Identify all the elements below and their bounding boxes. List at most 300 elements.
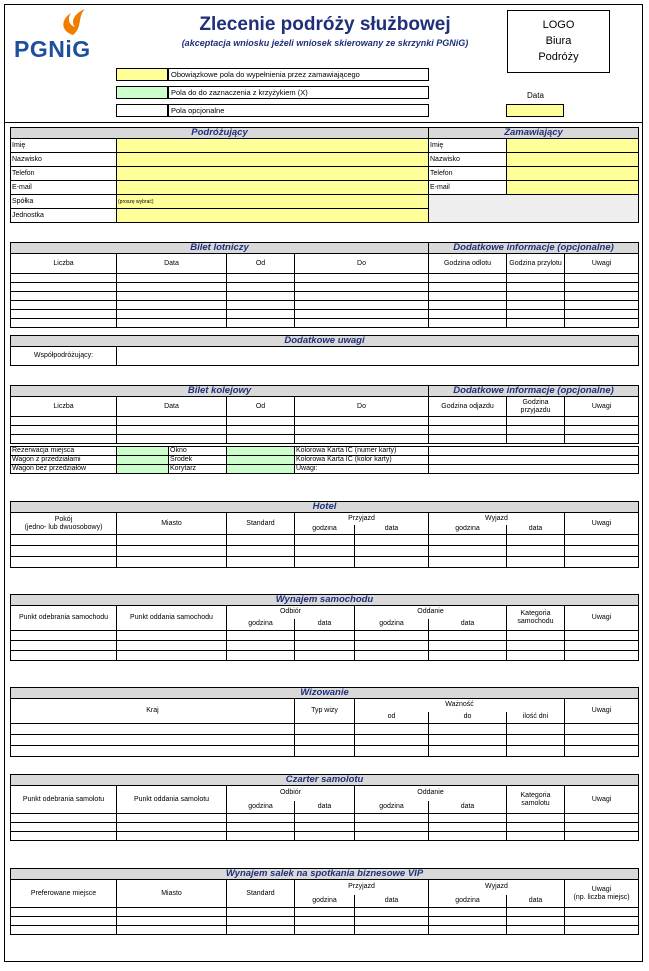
column-header: Uwagi bbox=[565, 786, 639, 814]
ic-card-number-field[interactable] bbox=[429, 447, 639, 456]
table-cell[interactable] bbox=[227, 426, 295, 435]
table-cell[interactable] bbox=[11, 310, 117, 319]
column-header: godzina bbox=[227, 801, 295, 814]
table-cell[interactable] bbox=[429, 814, 507, 823]
table-cell[interactable] bbox=[295, 735, 355, 746]
legend-mandatory-label: Obowiązkowe pola do wypełnienia przez zamawiającego bbox=[168, 68, 429, 81]
table-cell[interactable] bbox=[117, 301, 227, 310]
orderer-last-name-field[interactable] bbox=[507, 153, 639, 167]
remarks-heading: Dodatkowe uwagi bbox=[11, 336, 639, 347]
table-cell[interactable] bbox=[11, 535, 117, 546]
table-cell[interactable] bbox=[117, 651, 227, 661]
table-cell[interactable] bbox=[117, 631, 227, 641]
table-cell[interactable] bbox=[117, 319, 227, 328]
table-cell[interactable] bbox=[295, 631, 355, 641]
train-remarks-field[interactable] bbox=[429, 465, 639, 474]
traveler-company-select[interactable]: (proszę wybrać) bbox=[117, 195, 429, 209]
table-cell[interactable] bbox=[227, 917, 295, 926]
table-cell[interactable] bbox=[227, 814, 295, 823]
table-cell[interactable] bbox=[565, 292, 639, 301]
table-cell[interactable] bbox=[507, 926, 565, 935]
visa-table bbox=[10, 687, 639, 757]
agency-logo-box bbox=[507, 10, 610, 73]
table-cell[interactable] bbox=[295, 546, 355, 557]
column-header: Godzina przylotu bbox=[507, 254, 565, 274]
page-subtitle: (akceptacja wniosku jeżeli wniosek skierowany ze skrzynki PGNiG) bbox=[181, 38, 469, 48]
hotel-heading: Hotel bbox=[11, 502, 639, 513]
traveler-unit-field[interactable] bbox=[117, 209, 429, 223]
table-cell[interactable] bbox=[11, 546, 117, 557]
column-header: Punkt odebrania samochodu bbox=[11, 606, 117, 631]
vip-rows bbox=[11, 908, 639, 935]
table-cell[interactable] bbox=[11, 641, 117, 651]
table-cell[interactable] bbox=[295, 292, 429, 301]
table-cell[interactable] bbox=[117, 557, 227, 568]
table-cell[interactable] bbox=[507, 435, 565, 444]
table-cell[interactable] bbox=[227, 417, 295, 426]
table-cell[interactable] bbox=[429, 735, 507, 746]
train-option-label: Uwagi: bbox=[295, 465, 429, 474]
table-cell[interactable] bbox=[565, 310, 639, 319]
table-row bbox=[11, 274, 639, 283]
table-cell[interactable] bbox=[117, 832, 227, 841]
table-cell[interactable] bbox=[295, 535, 355, 546]
train-option-label: Rezerwacja miejsca bbox=[11, 447, 117, 456]
table-cell[interactable] bbox=[295, 283, 429, 292]
column-header: data bbox=[507, 525, 565, 535]
table-cell[interactable] bbox=[117, 926, 227, 935]
table-cell[interactable] bbox=[507, 917, 565, 926]
table-cell[interactable] bbox=[507, 417, 565, 426]
date-field[interactable] bbox=[506, 104, 564, 117]
column-header: od bbox=[355, 712, 429, 724]
table-cell[interactable] bbox=[11, 735, 295, 746]
table-row bbox=[11, 546, 639, 557]
table-cell[interactable] bbox=[295, 426, 429, 435]
table-cell[interactable] bbox=[507, 823, 565, 832]
pgnig-flame-icon bbox=[55, 7, 91, 37]
orderer-label: E-mail bbox=[429, 181, 507, 195]
table-cell[interactable] bbox=[11, 651, 117, 661]
table-cell[interactable] bbox=[227, 832, 295, 841]
column-header: Przyjazd bbox=[295, 513, 429, 525]
traveler-orderer-table bbox=[10, 127, 639, 223]
table-cell[interactable] bbox=[507, 641, 565, 651]
legend-optional-swatch bbox=[116, 104, 168, 117]
table-cell[interactable] bbox=[227, 283, 295, 292]
orderer-heading: Zamawiający bbox=[429, 128, 639, 139]
train-option-label: Kolorowa Karta IC (kolor karty) bbox=[295, 456, 429, 465]
table-cell[interactable] bbox=[565, 814, 639, 823]
column-header: godzina bbox=[227, 619, 295, 631]
column-header: Punkt oddania samochodu bbox=[117, 606, 227, 631]
table-cell[interactable] bbox=[11, 417, 117, 426]
table-row bbox=[11, 310, 639, 319]
table-cell[interactable] bbox=[117, 435, 227, 444]
table-cell[interactable] bbox=[429, 832, 507, 841]
table-cell[interactable] bbox=[11, 274, 117, 283]
table-cell[interactable] bbox=[429, 641, 507, 651]
table-cell[interactable] bbox=[429, 283, 507, 292]
table-cell[interactable] bbox=[295, 641, 355, 651]
column-header: godzina bbox=[295, 895, 355, 908]
table-cell[interactable] bbox=[11, 823, 117, 832]
table-cell[interactable] bbox=[227, 319, 295, 328]
column-header: Wyjazd bbox=[429, 880, 565, 895]
table-cell[interactable] bbox=[565, 724, 639, 735]
seat-reservation-checkbox[interactable] bbox=[117, 447, 169, 456]
traveler-label: Jednostka bbox=[11, 209, 117, 223]
column-header: Standard bbox=[227, 880, 295, 908]
page-title: Zlecenie podróży służbowej bbox=[199, 14, 451, 35]
table-cell[interactable] bbox=[227, 274, 295, 283]
table-cell[interactable] bbox=[507, 557, 565, 568]
table-cell[interactable] bbox=[429, 435, 507, 444]
table-cell[interactable] bbox=[355, 651, 429, 661]
table-cell[interactable] bbox=[429, 724, 507, 735]
table-row bbox=[11, 724, 639, 735]
co-travelers-field[interactable] bbox=[117, 347, 639, 366]
column-header: Odbiór bbox=[227, 786, 355, 801]
table-cell[interactable] bbox=[295, 310, 429, 319]
table-cell[interactable] bbox=[11, 917, 117, 926]
column-header: Godzina przyjazdu bbox=[507, 397, 565, 417]
table-cell[interactable] bbox=[429, 917, 507, 926]
table-cell[interactable] bbox=[295, 832, 355, 841]
orderer-first-name-field[interactable] bbox=[507, 139, 639, 153]
table-cell[interactable] bbox=[429, 823, 507, 832]
table-cell[interactable] bbox=[565, 283, 639, 292]
train-option-label: Korytarz bbox=[169, 465, 227, 474]
table-cell[interactable] bbox=[429, 546, 507, 557]
train-option-label: Środek bbox=[169, 456, 227, 465]
table-cell[interactable] bbox=[429, 746, 507, 757]
table-cell[interactable] bbox=[355, 641, 429, 651]
traveler-label: Imię bbox=[11, 139, 117, 153]
charter-heading: Czarter samolotu bbox=[11, 775, 639, 786]
table-cell[interactable] bbox=[117, 417, 227, 426]
aisle-checkbox[interactable] bbox=[227, 465, 295, 474]
table-cell[interactable] bbox=[507, 746, 565, 757]
table-cell[interactable] bbox=[227, 310, 295, 319]
table-cell[interactable] bbox=[295, 319, 429, 328]
train-option-label: Wagon bez przedziałów bbox=[11, 465, 117, 474]
table-cell[interactable] bbox=[507, 535, 565, 546]
table-cell[interactable] bbox=[565, 908, 639, 917]
column-header: data bbox=[355, 895, 429, 908]
column-header: Data bbox=[117, 254, 227, 274]
column-header: Wyjazd bbox=[429, 513, 565, 525]
column-header: Oddanie bbox=[355, 786, 507, 801]
table-cell[interactable] bbox=[117, 535, 227, 546]
table-cell[interactable] bbox=[429, 926, 507, 935]
table-cell[interactable] bbox=[295, 724, 355, 735]
table-cell[interactable] bbox=[507, 301, 565, 310]
table-cell[interactable] bbox=[295, 926, 355, 935]
table-cell[interactable] bbox=[117, 292, 227, 301]
table-cell[interactable] bbox=[507, 274, 565, 283]
table-cell[interactable] bbox=[507, 426, 565, 435]
table-cell[interactable] bbox=[429, 292, 507, 301]
table-cell[interactable] bbox=[565, 274, 639, 283]
table-cell[interactable] bbox=[227, 651, 295, 661]
table-cell[interactable] bbox=[507, 735, 565, 746]
table-cell[interactable] bbox=[429, 274, 507, 283]
middle-checkbox[interactable] bbox=[227, 456, 295, 465]
table-cell[interactable] bbox=[11, 292, 117, 301]
orderer-email-field[interactable] bbox=[507, 181, 639, 195]
open-car-checkbox[interactable] bbox=[117, 465, 169, 474]
table-cell[interactable] bbox=[295, 557, 355, 568]
table-cell[interactable] bbox=[507, 814, 565, 823]
table-cell[interactable] bbox=[117, 310, 227, 319]
traveler-email-field[interactable] bbox=[117, 181, 429, 195]
table-cell[interactable] bbox=[11, 631, 117, 641]
room-label: Pokój bbox=[54, 515, 73, 523]
table-cell[interactable] bbox=[429, 651, 507, 661]
table-cell[interactable] bbox=[355, 926, 429, 935]
table-cell[interactable] bbox=[227, 435, 295, 444]
table-row bbox=[11, 735, 639, 746]
train-extra-heading: Dodatkowe informacje (opcjonalne) bbox=[429, 386, 639, 397]
column-header: Typ wizy bbox=[295, 699, 355, 724]
table-cell[interactable] bbox=[429, 557, 507, 568]
traveler-first-name-field[interactable] bbox=[117, 139, 429, 153]
column-header: Przyjazd bbox=[295, 880, 429, 895]
column-header: Uwagi bbox=[565, 397, 639, 417]
hotel-rows bbox=[11, 535, 639, 568]
table-row bbox=[11, 832, 639, 841]
table-row bbox=[11, 908, 639, 917]
table-cell[interactable] bbox=[565, 417, 639, 426]
column-header: Punkt oddania samolotu bbox=[117, 786, 227, 814]
table-cell[interactable] bbox=[295, 814, 355, 823]
table-cell[interactable] bbox=[355, 631, 429, 641]
car-table bbox=[10, 594, 639, 661]
table-cell[interactable] bbox=[355, 823, 429, 832]
train-option-label: Okno bbox=[169, 447, 227, 456]
column-header: data bbox=[295, 801, 355, 814]
column-header: data bbox=[429, 619, 507, 631]
traveler-label: Telefon bbox=[11, 167, 117, 181]
table-cell[interactable] bbox=[227, 908, 295, 917]
table-cell[interactable] bbox=[507, 283, 565, 292]
table-cell[interactable] bbox=[11, 283, 117, 292]
table-cell[interactable] bbox=[355, 535, 429, 546]
column-header: Ważność bbox=[355, 699, 565, 712]
table-cell[interactable] bbox=[507, 908, 565, 917]
column-header: Preferowane miejsce bbox=[11, 880, 117, 908]
table-cell[interactable] bbox=[11, 301, 117, 310]
column-header: Liczba bbox=[11, 254, 117, 274]
table-cell[interactable] bbox=[11, 426, 117, 435]
table-row bbox=[11, 283, 639, 292]
remarks-sub-label: (np. liczba miejsc) bbox=[573, 893, 630, 901]
column-header: Kategoria samolotu bbox=[507, 786, 565, 814]
table-cell[interactable] bbox=[227, 631, 295, 641]
table-cell[interactable] bbox=[11, 908, 117, 917]
table-cell[interactable] bbox=[355, 735, 429, 746]
table-cell[interactable] bbox=[11, 746, 295, 757]
column-header: data bbox=[355, 525, 429, 535]
column-header bbox=[565, 880, 639, 908]
table-cell[interactable] bbox=[429, 310, 507, 319]
remarks-label: Uwagi bbox=[591, 885, 612, 893]
table-row bbox=[11, 557, 639, 568]
column-header: Miasto bbox=[117, 880, 227, 908]
table-cell[interactable] bbox=[565, 319, 639, 328]
table-cell[interactable] bbox=[227, 292, 295, 301]
table-cell[interactable] bbox=[507, 651, 565, 661]
table-cell[interactable] bbox=[295, 908, 355, 917]
table-cell[interactable] bbox=[429, 301, 507, 310]
table-cell[interactable] bbox=[429, 908, 507, 917]
column-header: Miasto bbox=[117, 513, 227, 535]
traveler-last-name-field[interactable] bbox=[117, 153, 429, 167]
table-cell[interactable] bbox=[565, 917, 639, 926]
table-cell[interactable] bbox=[11, 926, 117, 935]
table-cell[interactable] bbox=[507, 631, 565, 641]
traveler-label: Spółka bbox=[11, 195, 117, 209]
table-cell[interactable] bbox=[565, 641, 639, 651]
agency-logo-line: LOGO bbox=[542, 19, 575, 31]
table-cell[interactable] bbox=[295, 274, 429, 283]
table-cell[interactable] bbox=[565, 435, 639, 444]
table-cell[interactable] bbox=[117, 546, 227, 557]
table-cell[interactable] bbox=[117, 908, 227, 917]
table-cell[interactable] bbox=[227, 557, 295, 568]
table-cell[interactable] bbox=[565, 823, 639, 832]
table-cell[interactable] bbox=[11, 814, 117, 823]
table-cell[interactable] bbox=[565, 926, 639, 935]
table-cell[interactable] bbox=[507, 292, 565, 301]
table-cell[interactable] bbox=[507, 724, 565, 735]
table-cell[interactable] bbox=[11, 319, 117, 328]
orderer-label: Telefon bbox=[429, 167, 507, 181]
legend-checkbox-label: Pola do do zaznaczenia z krzyżykiem (X) bbox=[168, 86, 429, 99]
column-header: Data bbox=[117, 397, 227, 417]
table-cell[interactable] bbox=[295, 823, 355, 832]
table-cell[interactable] bbox=[227, 823, 295, 832]
orderer-phone-field[interactable] bbox=[507, 167, 639, 181]
visa-rows bbox=[11, 724, 639, 757]
visa-heading: Wizowanie bbox=[11, 688, 639, 699]
table-cell[interactable] bbox=[565, 631, 639, 641]
table-cell[interactable] bbox=[295, 917, 355, 926]
table-cell[interactable] bbox=[117, 426, 227, 435]
table-cell[interactable] bbox=[507, 319, 565, 328]
compartment-car-checkbox[interactable] bbox=[117, 456, 169, 465]
column-header: do bbox=[429, 712, 507, 724]
table-cell[interactable] bbox=[429, 426, 507, 435]
table-row bbox=[11, 535, 639, 546]
column-header: Kategoria samochodu bbox=[507, 606, 565, 631]
column-header: Godzina odjazdu bbox=[429, 397, 507, 417]
remarks-table bbox=[10, 335, 639, 366]
table-cell[interactable] bbox=[565, 546, 639, 557]
table-cell[interactable] bbox=[507, 310, 565, 319]
charter-table bbox=[10, 774, 639, 841]
table-cell[interactable] bbox=[355, 557, 429, 568]
table-cell[interactable] bbox=[429, 319, 507, 328]
column-header: Uwagi bbox=[565, 254, 639, 274]
table-cell[interactable] bbox=[355, 917, 429, 926]
table-cell[interactable] bbox=[565, 535, 639, 546]
table-cell[interactable] bbox=[227, 926, 295, 935]
table-cell[interactable] bbox=[565, 735, 639, 746]
table-cell[interactable] bbox=[11, 832, 117, 841]
column-header: data bbox=[507, 895, 565, 908]
table-cell[interactable] bbox=[295, 417, 429, 426]
column-header: godzina bbox=[295, 525, 355, 535]
flight-heading: Bilet lotniczy bbox=[11, 243, 429, 254]
table-cell[interactable] bbox=[11, 435, 117, 444]
window-checkbox[interactable] bbox=[227, 447, 295, 456]
table-cell[interactable] bbox=[355, 724, 429, 735]
table-cell[interactable] bbox=[565, 651, 639, 661]
table-cell[interactable] bbox=[117, 917, 227, 926]
table-cell[interactable] bbox=[355, 832, 429, 841]
table-cell[interactable] bbox=[227, 641, 295, 651]
column-header: Odbiór bbox=[227, 606, 355, 619]
agency-logo-line: Podróży bbox=[538, 51, 579, 63]
table-cell[interactable] bbox=[295, 746, 355, 757]
table-cell[interactable] bbox=[227, 535, 295, 546]
hotel-table bbox=[10, 501, 639, 568]
table-cell[interactable] bbox=[11, 724, 295, 735]
column-header: Liczba bbox=[11, 397, 117, 417]
table-cell[interactable] bbox=[355, 746, 429, 757]
table-cell[interactable] bbox=[117, 814, 227, 823]
table-cell[interactable] bbox=[355, 546, 429, 557]
table-row bbox=[11, 301, 639, 310]
table-cell[interactable] bbox=[227, 546, 295, 557]
table-cell[interactable] bbox=[565, 426, 639, 435]
table-cell[interactable] bbox=[117, 641, 227, 651]
table-cell[interactable] bbox=[429, 631, 507, 641]
table-cell[interactable] bbox=[565, 557, 639, 568]
table-cell[interactable] bbox=[355, 908, 429, 917]
column-header: Punkt odebrania samolotu bbox=[11, 786, 117, 814]
company-logo: PGNiG bbox=[14, 36, 91, 62]
header-divider bbox=[4, 122, 643, 123]
table-cell[interactable] bbox=[565, 746, 639, 757]
table-cell[interactable] bbox=[429, 417, 507, 426]
table-cell[interactable] bbox=[507, 546, 565, 557]
ic-card-color-field[interactable] bbox=[429, 456, 639, 465]
table-cell[interactable] bbox=[117, 283, 227, 292]
table-cell[interactable] bbox=[565, 832, 639, 841]
table-cell[interactable] bbox=[565, 301, 639, 310]
table-cell[interactable] bbox=[295, 651, 355, 661]
table-cell[interactable] bbox=[117, 274, 227, 283]
traveler-phone-field[interactable] bbox=[117, 167, 429, 181]
traveler-heading: Podróżujący bbox=[11, 128, 429, 139]
table-cell[interactable] bbox=[355, 814, 429, 823]
table-cell[interactable] bbox=[11, 557, 117, 568]
table-cell[interactable] bbox=[295, 301, 429, 310]
table-cell[interactable] bbox=[429, 535, 507, 546]
train-table bbox=[10, 385, 639, 474]
table-cell[interactable] bbox=[117, 823, 227, 832]
charter-rows bbox=[11, 814, 639, 841]
table-row bbox=[11, 926, 639, 935]
table-cell[interactable] bbox=[227, 301, 295, 310]
table-cell[interactable] bbox=[507, 832, 565, 841]
train-option-label: Wagon z przedziałami bbox=[11, 456, 117, 465]
table-cell[interactable] bbox=[295, 435, 429, 444]
car-heading: Wynajem samochodu bbox=[11, 595, 639, 606]
